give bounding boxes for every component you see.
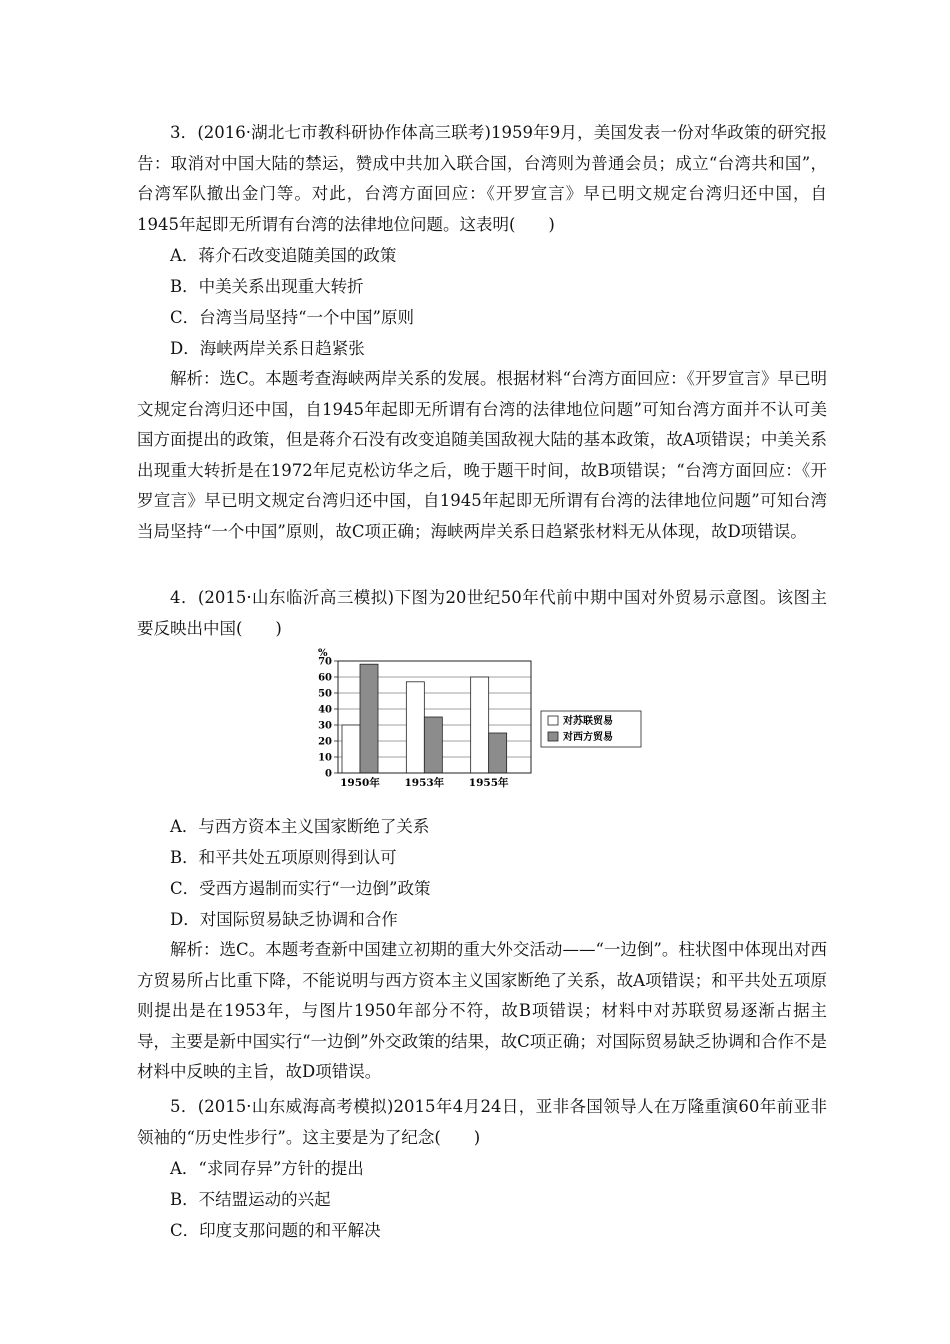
question-4-stem-block: [137, 583, 827, 644]
legend-swatch-west: [548, 732, 558, 741]
chart-bar-soviet-0: [342, 725, 360, 773]
question-3-option-c: C．台湾当局坚持“一个中国”原则: [170, 308, 414, 327]
question-3-option-b: B．中美关系出现重大转折: [170, 277, 364, 296]
legend-label-soviet: 对苏联贸易: [563, 716, 613, 727]
question-5-option-b: B．不结盟运动的兴起: [170, 1190, 331, 1209]
trade-bar-chart: [300, 644, 650, 794]
chart-y-tick-label: 20: [318, 736, 332, 748]
chart-x-axis: [340, 776, 509, 789]
chart-bar-soviet-1: [406, 682, 424, 773]
chart-bar-west-1: [424, 717, 442, 773]
question-4-stem: 4．(2015·山东临沂高三模拟)下图为20世纪50年代前中期中国对外贸易示意图。该图主要反映出中国( ): [137, 588, 827, 638]
chart-y-tick-label: 70: [318, 656, 332, 668]
question-5-option-a: A．“求同存异”方针的提出: [170, 1159, 364, 1178]
chart-y-tick-label: 50: [318, 688, 332, 700]
chart-y-tick-label: 40: [318, 704, 332, 716]
question-4-rest: [137, 811, 827, 1088]
question-5-option-c: C．印度支那问题的和平解决: [170, 1221, 381, 1240]
question-3-option-d: D．海峡两岸关系日趋紧张: [170, 339, 365, 358]
question-3: [137, 118, 827, 547]
chart-y-tick-label: 0: [325, 768, 332, 780]
question-4-option-b: B．和平共处五项原则得到认可: [170, 848, 397, 867]
question-5: [137, 1092, 827, 1246]
chart-y-tick-label: 30: [318, 720, 332, 732]
legend-swatch-soviet: [548, 716, 558, 725]
chart-bar-west-0: [360, 664, 378, 773]
question-4-analysis: 解析：选C。本题考查新中国建立初期的重大外交活动——“一边倒”。柱状图中体现出对西方贸易所占比重下降，不能说明与西方资本主义国家断绝了关系，故A项错误；和平共处五项原则提出是在1953年，与图片1950年部分不符，故B项错误；材料中对苏联贸易逐渐占据主导，主要是新中国实行“一边倒”外交政策的结果，故C项正确；对国际贸易缺乏协调和合作不是材料中反映的主旨，故D项错误。: [137, 940, 827, 1081]
question-4-option-d: D．对国际贸易缺乏协调和合作: [170, 910, 398, 929]
question-4-option-a: A．与西方资本主义国家断绝了关系: [170, 817, 430, 836]
chart-legend: [541, 711, 641, 747]
chart-x-tick-label: 1955年: [468, 777, 509, 789]
legend-label-west: 对西方贸易: [563, 732, 613, 743]
chart-y-tick-label: 10: [318, 752, 332, 764]
question-3-analysis: 解析：选C。本题考查海峡两岸关系的发展。根据材料“台湾方面回应：《开罗宣言》早已明文规定台湾归还中国，自1945年起即无所谓有台湾的法律地位问题”可知台湾方面并不认可美国方面提出的政策，但是蒋介石没有改变追随美国敌视大陆的基本政策，故A项错误；中美关系出现重大转折是在1972年尼克松访华之后，晚于题干时间，故B项错误；“台湾方面回应：《开罗宣言》早已明文规定台湾归还中国，自1945年起即无所谓有台湾的法律地位问题”可知台湾当局坚持“一个中国”原则，故C项正确；海峡两岸关系日趋紧张材料无从体现，故D项错误。: [137, 369, 827, 541]
question-5-stem: 5．(2015·山东威海高考模拟)2015年4月24日，亚非各国领导人在万隆重演60年前亚非领袖的“历史性步行”。这主要是为了纪念( ): [137, 1097, 827, 1147]
chart-bars: [342, 664, 507, 773]
chart-unit-label: %: [318, 648, 328, 659]
question-4-option-c: C．受西方遏制而实行“一边倒”政策: [170, 879, 431, 898]
question-3-stem: 3．(2016·湖北七市教科研协作体高三联考)1959年9月，美国发表一份对华政策的研究报告：取消对中国大陆的禁运，赞成中共加入联合国，台湾则为普通会员；成立“台湾共和国”，台湾军队撤出金门等。对此，台湾方面回应：《开罗宣言》早已明文规定台湾归还中国，自1945年起即无所谓有台湾的法律地位问题。这表明( ): [137, 123, 827, 234]
chart-x-tick-label: 1953年: [404, 777, 445, 789]
chart-bar-soviet-2: [471, 677, 489, 773]
question-3-option-a: A．蒋介石改变追随美国的政策: [170, 246, 397, 265]
chart-bar-west-2: [489, 733, 507, 773]
chart-y-axis: [318, 657, 338, 780]
chart-x-tick-label: 1950年: [340, 777, 380, 789]
chart-y-tick-label: 60: [318, 672, 332, 684]
